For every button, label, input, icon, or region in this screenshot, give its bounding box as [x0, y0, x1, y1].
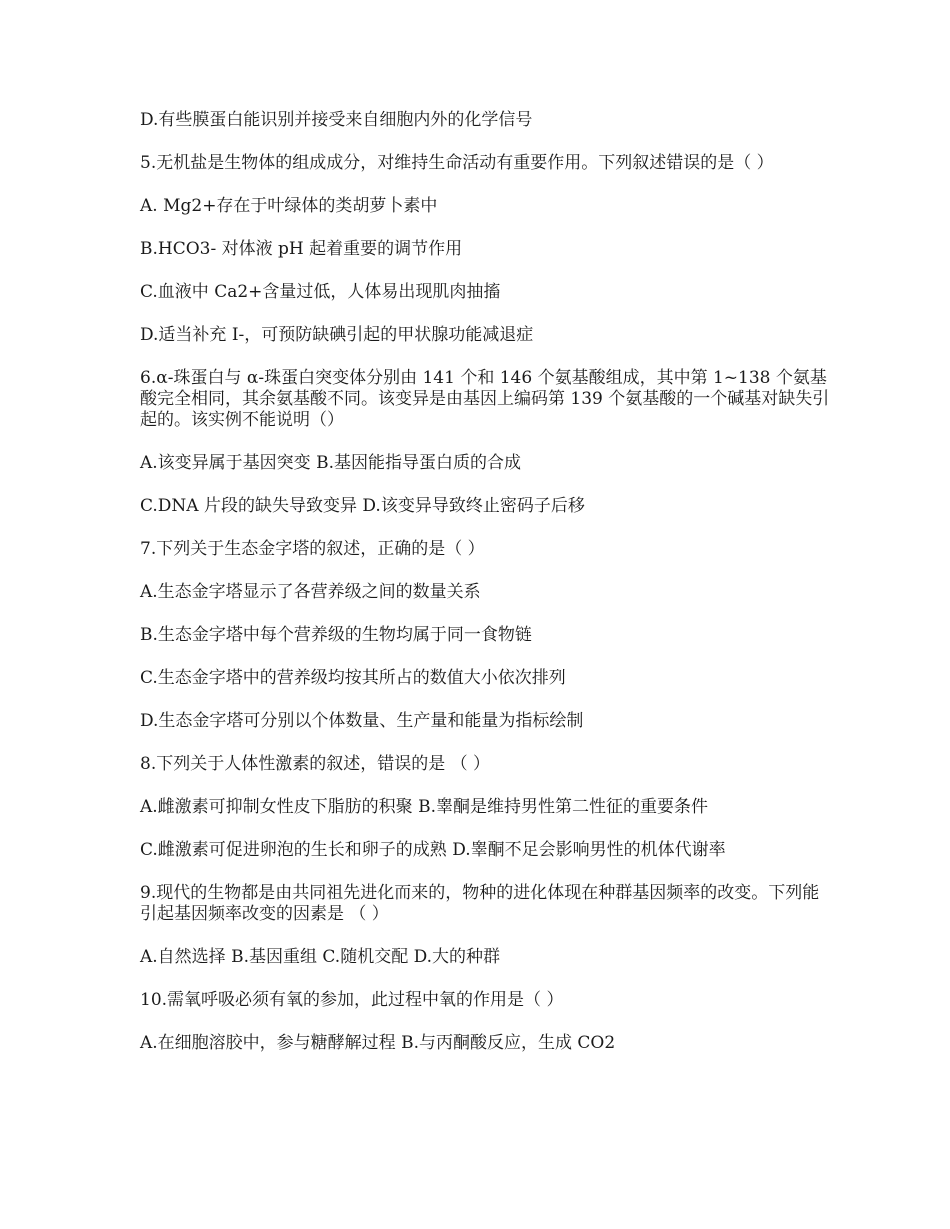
- options-8cd: C.雌激素可促进卵泡的生长和卵子的成熟 D.睾酮不足会影响男性的机体代谢率: [140, 840, 726, 860]
- option-5d: D.适当补充 I-，可预防缺碘引起的甲状腺功能减退症: [140, 325, 534, 345]
- option-7d: D.生态金字塔可分别以个体数量、生产量和能量为指标绘制: [140, 711, 584, 731]
- option-7c: C.生态金字塔中的营养级均按其所占的数值大小依次排列: [140, 668, 566, 688]
- document-body: [140, 110, 830, 1076]
- option-5b: B.HCO3- 对体液 pH 起着重要的调节作用: [140, 239, 463, 259]
- option-4d: D.有些膜蛋白能识别并接受来自细胞内外的化学信号: [140, 110, 533, 130]
- option-5a: A. Mg2+存在于叶绿体的类胡萝卜素中: [140, 196, 438, 216]
- options-6ab: A.该变异属于基因突变 B.基因能指导蛋白质的合成: [140, 453, 521, 473]
- options-8ab: A.雌激素可抑制女性皮下脂肪的积聚 B.睾酮是维持男性第二性征的重要条件: [140, 797, 708, 817]
- options-6cd: C.DNA 片段的缺失导致变异 D.该变异导致终止密码子后移: [140, 496, 585, 516]
- question-5: 5.无机盐是生物体的组成成分，对维持生命活动有重要作用。下列叙述错误的是（ ）: [140, 153, 774, 173]
- options-9: A.自然选择 B.基因重组 C.随机交配 D.大的种群: [140, 947, 501, 967]
- question-7: 7.下列关于生态金字塔的叙述，正确的是（ ）: [140, 539, 485, 559]
- option-7b: B.生态金字塔中每个营养级的生物均属于同一食物链: [140, 625, 532, 645]
- options-10ab: A.在细胞溶胶中，参与糖酵解过程 B.与丙酮酸反应，生成 CO2: [140, 1033, 616, 1053]
- option-5c: C.血液中 Ca2+含量过低，人体易出现肌肉抽搐: [140, 282, 501, 302]
- option-7a: A.生态金字塔显示了各营养级之间的数量关系: [140, 582, 481, 602]
- question-8: 8.下列关于人体性激素的叙述，错误的是 （ ）: [140, 754, 491, 774]
- question-10: 10.需氧呼吸必须有氧的参加，此过程中氧的作用是（ ）: [140, 990, 564, 1010]
- question-9: 9.现代的生物都是由共同祖先进化而来的，物种的进化体现在种群基因频率的改变。下列能引起基因频率改变的因素是 （ ）: [140, 883, 820, 924]
- question-6: 6.α-珠蛋白与 α-珠蛋白突变体分别由 141 个和 146 个氨基酸组成，其中第 1~138 个氨基酸完全相同，其余氨基酸不同。该变异是由基因上编码第 139 个氨基酸的一个碱基对缺失引起的。该实例不能说明（）: [140, 368, 830, 430]
